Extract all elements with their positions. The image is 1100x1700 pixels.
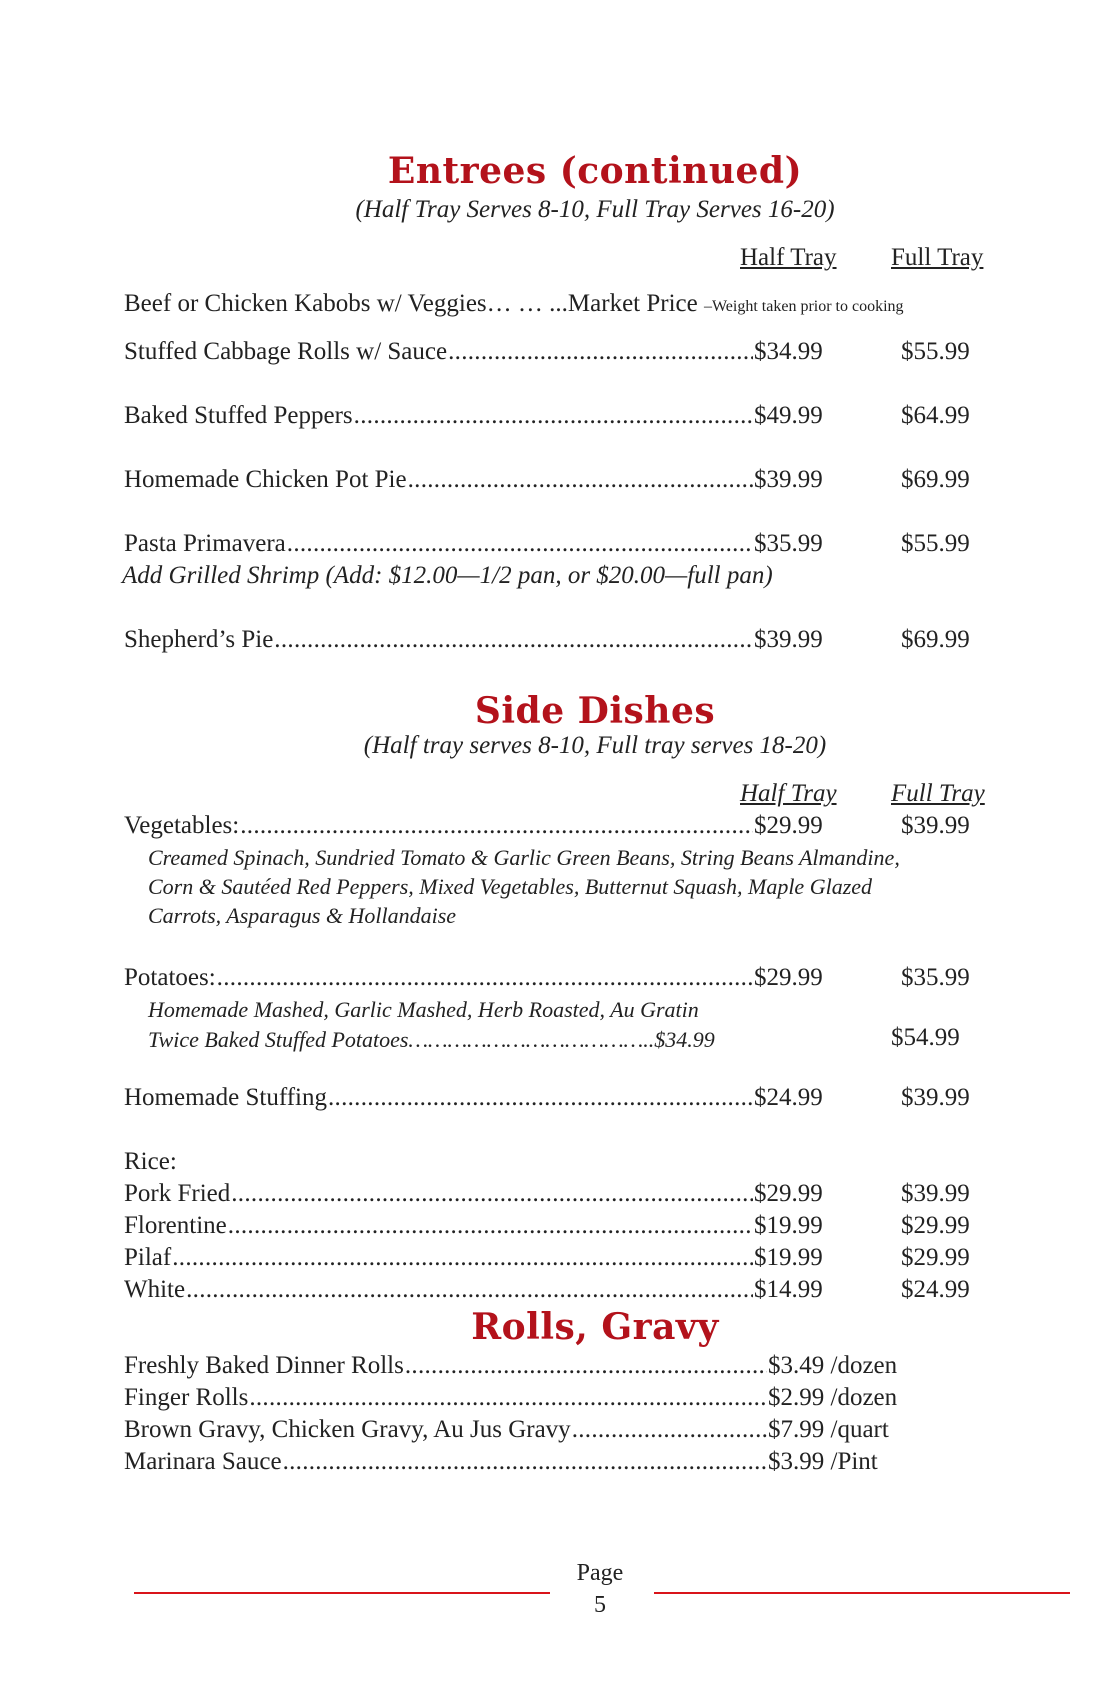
kabobs-note: –Weight taken prior to cooking — [703, 298, 904, 315]
rice-row — [124, 1180, 754, 1208]
dot-leader — [274, 626, 753, 654]
item-name: Marinara Sauce — [124, 1448, 282, 1475]
item-half-price: $29.99 — [754, 1180, 823, 1207]
item-full-price: $24.99 — [901, 1276, 970, 1303]
item-name: Pilaf — [124, 1244, 172, 1271]
item-full-price: $69.99 — [901, 466, 970, 493]
page-label: Page — [576, 1560, 624, 1586]
sides-half-tray-header: Half Tray — [740, 780, 837, 807]
item-full-price: $35.99 — [901, 964, 970, 991]
item-half-price: $24.99 — [754, 1084, 823, 1111]
item-name: Pasta Primavera — [124, 530, 286, 557]
item-half-price: $14.99 — [754, 1276, 823, 1303]
item-name: Stuffed Cabbage Rolls w/ Sauce — [124, 338, 448, 365]
dot-leader — [354, 402, 753, 430]
dot-leader — [186, 1276, 753, 1304]
menu-item — [124, 626, 754, 654]
item-name: Florentine — [124, 1212, 227, 1239]
kabobs-line — [124, 290, 904, 318]
item-full-price: $55.99 — [901, 530, 970, 557]
item-name: Freshly Baked Dinner Rolls — [124, 1352, 404, 1379]
item-name: White — [124, 1276, 186, 1303]
entrees-half-tray-header: Half Tray — [740, 244, 837, 271]
rolls-gravy-heading: Rolls, Gravy — [471, 1306, 719, 1348]
vegetables-options-line: Corn & Sautéed Red Peppers, Mixed Vegetables, Butternut Squash, Maple Glazed — [148, 874, 873, 899]
item-name: Potatoes: — [124, 964, 216, 991]
dot-leader — [249, 1384, 767, 1412]
shrimp-addon-note: Add Grilled Shrimp (Add: $12.00—1/2 pan, or $20.00—full pan) — [122, 562, 773, 589]
item-full-price: $39.99 — [901, 1084, 970, 1111]
item-price: $2.99 /dozen — [768, 1384, 898, 1411]
footer-rule-left — [134, 1592, 550, 1594]
dot-leader — [172, 1244, 753, 1272]
sides-full-tray-header: Full Tray — [891, 780, 985, 807]
entrees-heading: Entrees (continued) — [387, 150, 803, 192]
item-full-price: $29.99 — [901, 1244, 970, 1271]
rolls-row — [124, 1384, 768, 1412]
item-half-price: $34.99 — [754, 338, 823, 365]
potatoes-row — [124, 964, 754, 992]
item-half-price: $29.99 — [754, 964, 823, 991]
item-half-price: $35.99 — [754, 530, 823, 557]
entrees-full-tray-header: Full Tray — [891, 244, 984, 271]
item-half-price: $19.99 — [754, 1244, 823, 1271]
item-half-price: $19.99 — [754, 1212, 823, 1239]
dot-leader — [448, 338, 753, 366]
item-half-price: $39.99 — [754, 466, 823, 493]
side-dishes-subtitle: (Half tray serves 8-10, Full tray serves 18-20) — [363, 732, 827, 759]
item-price: $7.99 /quart — [768, 1416, 889, 1443]
dot-leader — [287, 530, 753, 558]
item-name: Pork Fried — [124, 1180, 231, 1207]
menu-item — [124, 338, 754, 366]
item-name: Shepherd’s Pie — [124, 626, 274, 653]
kabobs-leader: … … ... — [486, 290, 568, 317]
item-half-price: $39.99 — [754, 626, 823, 653]
rice-row — [124, 1212, 754, 1240]
kabobs-name: Beef or Chicken Kabobs w/ Veggies — [124, 290, 487, 317]
dot-leader — [572, 1416, 767, 1444]
item-name: Baked Stuffed Peppers — [124, 402, 353, 429]
footer-rule-right — [654, 1592, 1070, 1594]
vegetables-row — [124, 812, 754, 840]
rice-row — [124, 1276, 754, 1304]
vegetables-options-line: Carrots, Asparagus & Hollandaise — [148, 903, 457, 928]
potatoes-options: Homemade Mashed, Garlic Mashed, Herb Roasted, Au Gratin — [148, 997, 699, 1022]
rice-label: Rice: — [124, 1148, 177, 1175]
dot-leader — [408, 466, 753, 494]
item-price: $3.49 /dozen — [768, 1352, 898, 1379]
item-half-price: $29.99 — [754, 812, 823, 839]
rolls-row — [124, 1448, 768, 1476]
item-full-price: $29.99 — [901, 1212, 970, 1239]
menu-item — [124, 402, 754, 430]
kabobs-price: Market Price — [567, 290, 698, 317]
dot-leader — [217, 964, 753, 992]
entrees-subtitle: (Half Tray Serves 8-10, Full Tray Serves 16-20) — [355, 196, 835, 223]
item-name: Vegetables: — [124, 812, 240, 839]
twice-baked-full-price: $54.99 — [891, 1024, 960, 1051]
item-full-price: $64.99 — [901, 402, 970, 429]
item-half-price: $49.99 — [754, 402, 823, 429]
item-full-price: $69.99 — [901, 626, 970, 653]
dot-leader — [228, 1212, 753, 1240]
rolls-row — [124, 1416, 768, 1444]
stuffing-row — [124, 1084, 754, 1112]
page-number: 5 — [594, 1592, 606, 1618]
twice-baked-potatoes: Twice Baked Stuffed Potatoes………………………………..$34.99 — [148, 1027, 715, 1052]
side-dishes-heading: Side Dishes — [474, 690, 716, 732]
menu-item — [124, 466, 754, 494]
item-price: $3.99 /Pint — [768, 1448, 878, 1475]
item-name: Brown Gravy, Chicken Gravy, Au Jus Gravy — [124, 1416, 571, 1443]
item-full-price: $55.99 — [901, 338, 970, 365]
dot-leader — [231, 1180, 753, 1208]
item-full-price: $39.99 — [901, 1180, 970, 1207]
rolls-row — [124, 1352, 768, 1380]
vegetables-options-line: Creamed Spinach, Sundried Tomato & Garlic Green Beans, String Beans Almandine, — [148, 845, 900, 870]
item-full-price: $39.99 — [901, 812, 970, 839]
dot-leader — [328, 1084, 753, 1112]
item-name: Finger Rolls — [124, 1384, 249, 1411]
dot-leader — [240, 812, 753, 840]
menu-item — [124, 530, 754, 558]
item-name: Homemade Stuffing — [124, 1084, 327, 1111]
item-name: Homemade Chicken Pot Pie — [124, 466, 407, 493]
dot-leader — [405, 1352, 767, 1380]
rice-row — [124, 1244, 754, 1272]
dot-leader — [283, 1448, 767, 1476]
